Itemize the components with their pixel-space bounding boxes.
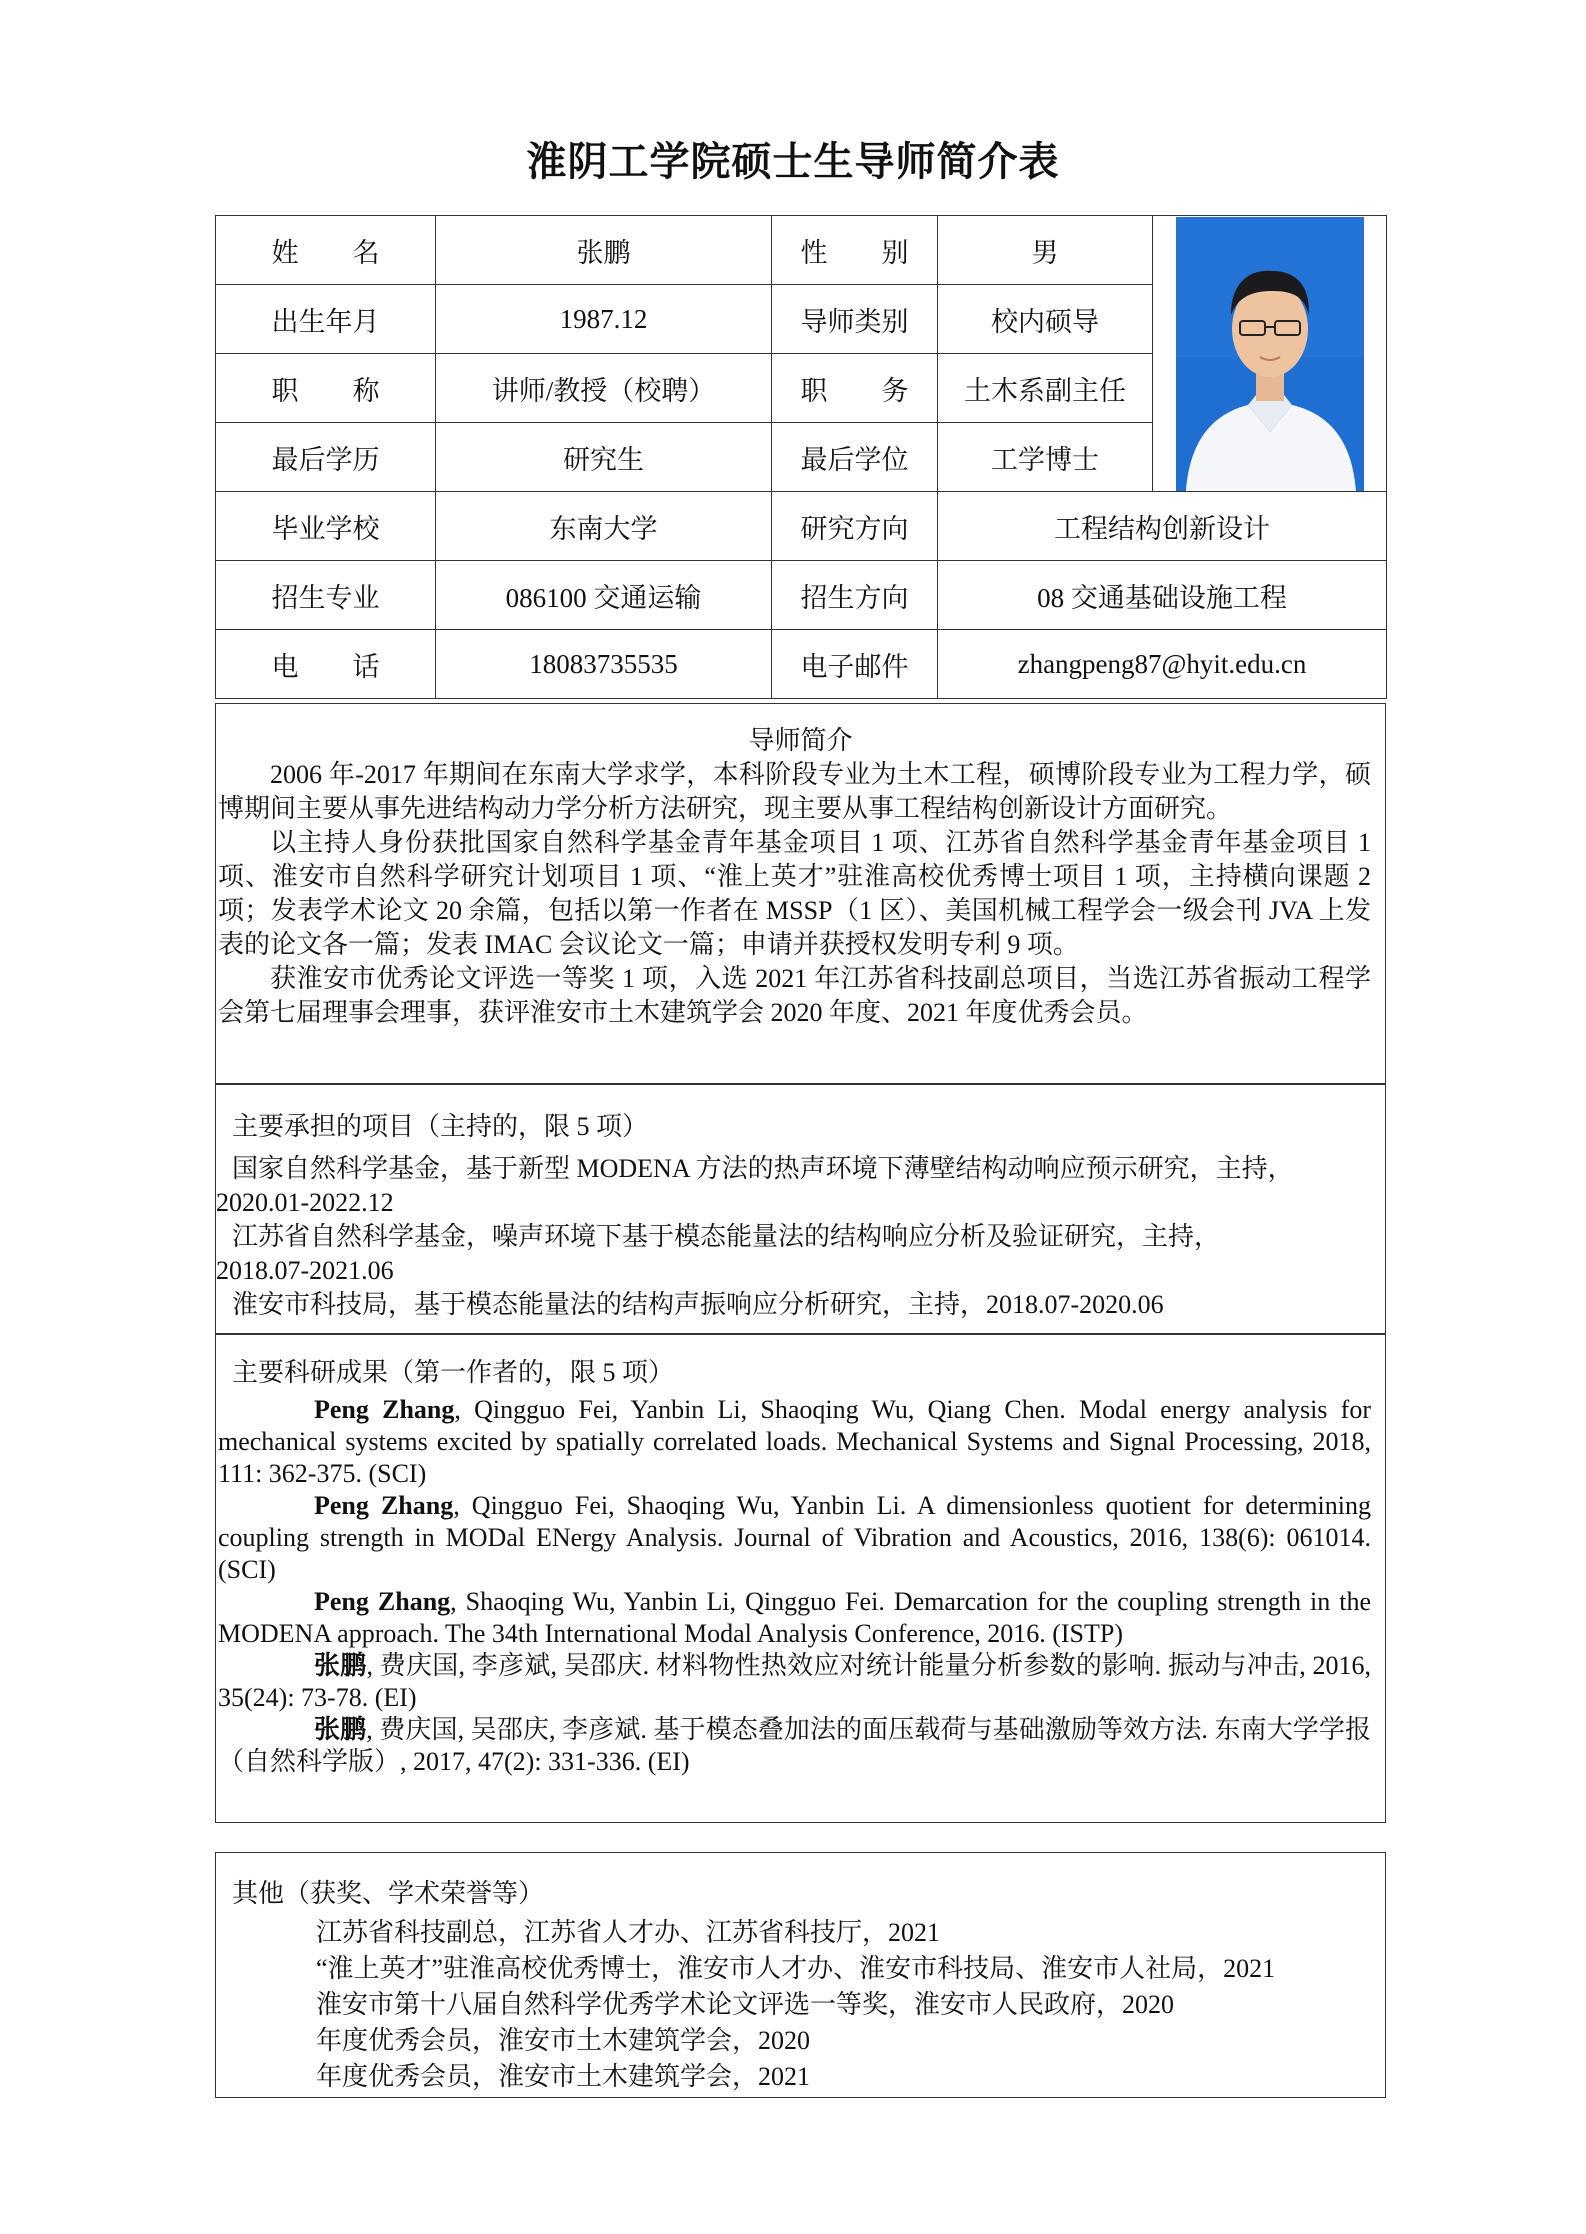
result-author: Peng Zhang [314,1587,451,1616]
honor-item: 江苏省科技副总，江苏省人才办、江苏省科技厅，2021 [316,1918,941,1947]
birth-label: 出生年月 [216,285,436,354]
project-text: 国家自然科学基金，基于新型 MODENA 方法的热声环境下薄壁结构动响应预示研究，主持， [232,1154,1294,1183]
email-label: 电子邮件 [772,630,938,699]
project-item [216,1220,1385,1288]
intro-heading: 导师简介 [748,726,853,755]
phone-label: 电 话 [216,630,436,699]
direction-label: 招生方向 [772,561,938,630]
info-table [215,215,1387,699]
result-text: , Qingguo Fei, Shaoqing Wu, Yanbin Li. A dimensionless quotient for determining coupling strength in MODal ENergy Analysis. Journal of Vibration and Acoustics, 2016, 138(6): 061014. (SCI) [218,1491,1371,1584]
others-heading: 其他（获奖、学术荣誉等） [232,1879,545,1908]
result-author: 张鹏 [314,1715,367,1744]
honor-item: 年度优秀会员，淮安市土木建筑学会，2020 [316,2026,811,2055]
intro-paragraph: 获淮安市优秀论文评选一等奖 1 项，入选 2021 年江苏省科技副总项目，当选江苏省振动工程学会第七届理事会理事，获评淮安市土木建筑学会 2020 年度、2021 年度优秀会员。 [218,964,1371,1027]
results-section [215,1333,1386,1823]
intro-paragraph: 以主持人身份获批国家自然科学基金青年基金项目 1 项、江苏省自然科学基金青年基金项目 1 项、淮安市自然科学研究计划项目 1 项、“淮上英才”驻淮高校优秀博士项目 1 项，主持横向课题 2 项；发表学术论文 20 余篇，包括以第一作者在 MSSP（1 区）、美国机械工程学会一级会刊 JVA 上发表的论文各一篇；发表 IMAC 会议论文一篇；申请并获授权发明专利 9 项。 [218,828,1371,959]
result-item [216,1394,1385,1490]
intro-paragraph: 2006 年-2017 年期间在东南大学求学，本科阶段专业为土木工程，硕博阶段专业为工程力学，硕博期间主要从事先进结构动力学分析方法研究，现主要从事工程结构创新设计方面研究。 [218,760,1371,823]
photo-cell [1153,216,1387,492]
result-author: Peng Zhang [314,1491,454,1520]
gender-label: 性 别 [772,216,938,285]
birth-value: 1987.12 [436,285,772,354]
name-label: 姓 名 [216,216,436,285]
direction-value: 08 交通基础设施工程 [938,561,1387,630]
intro-section [215,703,1386,1085]
projects-section [215,1083,1386,1335]
result-text: , Qingguo Fei, Yanbin Li, Shaoqing Wu, Qiang Chen. Modal energy analysis for mechanical systems excited by spatially correlated loads. Mechanical Systems and Signal Processing, 2018, 111: 362-375. (SCI) [218,1395,1371,1488]
mentor-type-label: 导师类别 [772,285,938,354]
edu-label: 最后学历 [216,423,436,492]
portrait-photo [1176,217,1364,491]
project-item [216,1288,1385,1322]
result-text: , Shaoqing Wu, Yanbin Li, Qingguo Fei. Demarcation for the coupling strength in the MODENA approach. The 34th International Modal Analysis Conference, 2016. (ISTP) [218,1587,1371,1648]
email-value: zhangpeng87@hyit.edu.cn [938,630,1387,699]
school-label: 毕业学校 [216,492,436,561]
others-section [215,1852,1386,2098]
result-text: , 费庆国, 吴邵庆, 李彦斌. 基于模态叠加法的面压载荷与基础激励等效方法. 东南大学学报（自然科学版）, 2017, 47(2): 331-336. (EI) [218,1715,1371,1776]
major-label: 招生专业 [216,561,436,630]
project-item [216,1152,1385,1220]
project-date: 2020.01-2022.12 [216,1188,394,1217]
result-item [216,1490,1385,1586]
mentor-type-value: 校内硕导 [938,285,1153,354]
project-date: 2018.07-2021.06 [216,1256,394,1285]
phone-value: 18083735535 [436,630,772,699]
result-item [216,1650,1385,1714]
name-value: 张鹏 [436,216,772,285]
school-value: 东南大学 [436,492,772,561]
position-value: 土木系副主任 [938,354,1153,423]
honor-item: 淮安市第十八届自然科学优秀学术论文评选一等奖，淮安市人民政府，2020 [316,1990,1175,2019]
honor-item: “淮上英才”驻淮高校优秀博士，淮安市人才办、淮安市科技局、淮安市人社局，2021 [316,1954,1276,1983]
result-item [216,1586,1385,1650]
project-text: 淮安市科技局，基于模态能量法的结构声振响应分析研究，主持，2018.07-2020.06 [232,1290,1164,1319]
result-item [216,1714,1385,1778]
degree-value: 工学博士 [938,423,1153,492]
document-title: 淮阴工学院硕士生导师简介表 [526,139,1060,185]
project-text: 江苏省自然科学基金，噪声环境下基于模态能量法的结构响应分析及验证研究，主持， [232,1222,1221,1251]
title-label: 职 称 [216,354,436,423]
research-label: 研究方向 [772,492,938,561]
honor-item: 年度优秀会员，淮安市土木建筑学会，2021 [316,2062,811,2091]
results-heading: 主要科研成果（第一作者的，限 5 项） [232,1358,675,1387]
degree-label: 最后学位 [772,423,938,492]
projects-heading: 主要承担的项目（主持的，限 5 项） [232,1112,649,1141]
result-text: , 费庆国, 李彦斌, 吴邵庆. 材料物性热效应对统计能量分析参数的影响. 振动与冲击, 2016, 35(24): 73-78. (EI) [218,1651,1371,1712]
major-value: 086100 交通运输 [436,561,772,630]
gender-value: 男 [938,216,1153,285]
result-author: Peng Zhang [314,1395,455,1424]
title-value: 讲师/教授（校聘） [436,354,772,423]
result-author: 张鹏 [314,1651,367,1680]
edu-value: 研究生 [436,423,772,492]
research-value: 工程结构创新设计 [938,492,1387,561]
position-label: 职 务 [772,354,938,423]
